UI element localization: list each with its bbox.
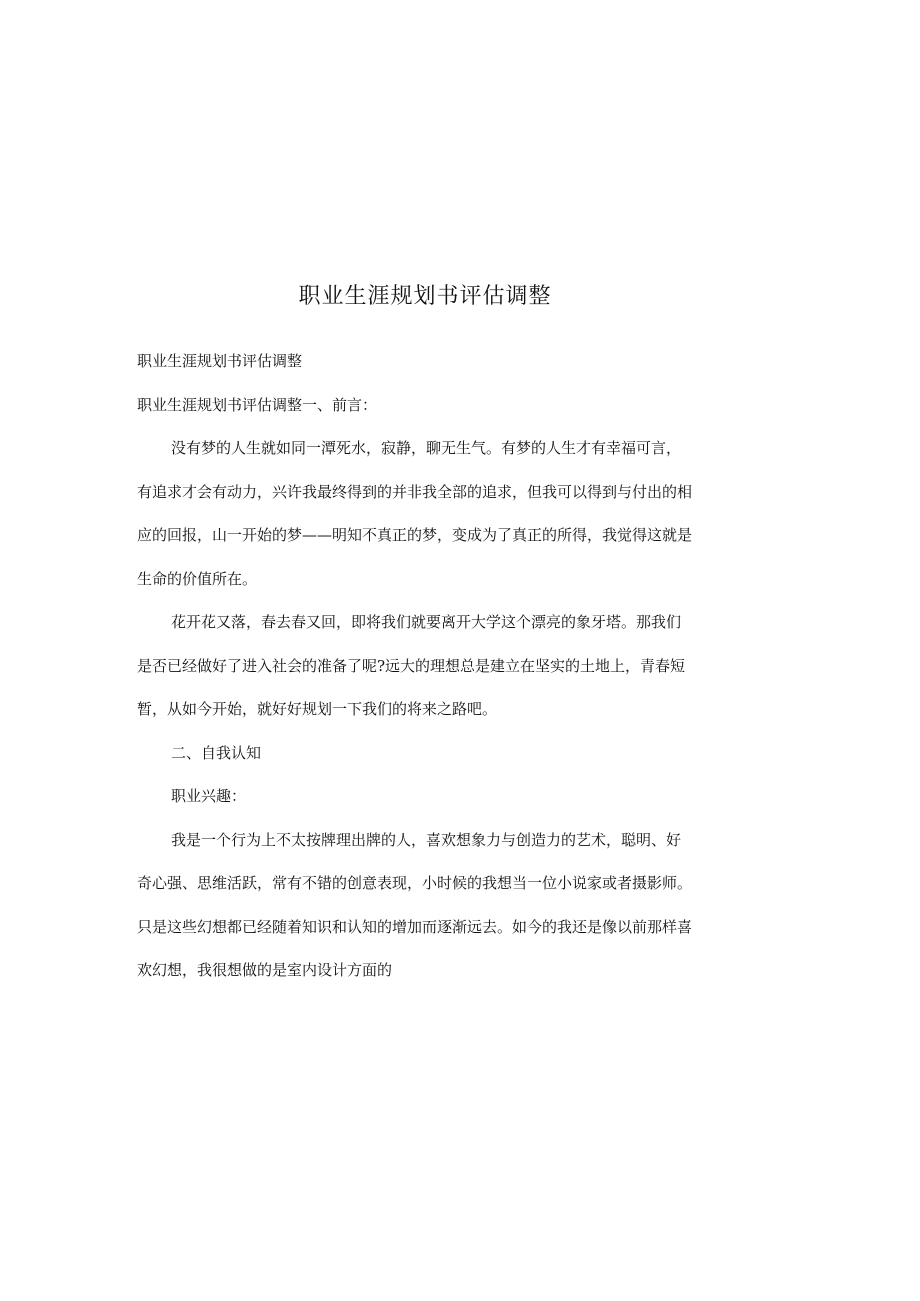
- body-line: 暂，从如今开始，就好好规划一下我们的将来之路吧。: [137, 700, 498, 718]
- document-body: [137, 340, 717, 993]
- body-line: 二、自我认知: [171, 743, 262, 762]
- body-line: 是否已经做好了进入社会的准备了呢?远大的理想总是建立在坚实的土地上，青春短: [137, 656, 686, 675]
- body-line: 花开花又落，春去春又回，即将我们就要离开大学这个漂亮的象牙塔。那我们: [171, 613, 682, 631]
- body-line: 职业生涯规划书评估调整: [137, 352, 303, 370]
- body-line: 奇心强、思维活跃，常有不错的创意表现，小时候的我想当一位小说家或者摄影师。: [137, 874, 693, 892]
- body-line: 只是这些幻想都已经随着知识和认知的增加而逐渐远去。如今的我还是像以前那样喜: [137, 917, 693, 936]
- body-line: 职业生涯规划书评估调整一、前言：: [137, 395, 378, 414]
- body-line: 没有梦的人生就如同一潭死水，寂静，聊无生气。有梦的人生才有幸福可言，: [171, 439, 682, 457]
- body-line: 有追求才会有动力，兴许我最终得到的并非我全部的追求，但我可以得到与付出的相: [137, 482, 693, 501]
- document-title: 职业生涯规划书评估调整: [298, 284, 552, 309]
- body-line: 欢幻想，我很想做的是室内设计方面的: [137, 961, 393, 979]
- body-line: 职业兴趣：: [171, 787, 247, 805]
- body-line: 应的回报，山一开始的梦——明知不真正的梦，变成为了真正的所得，我觉得这就是: [137, 526, 693, 544]
- body-line: 我是一个行为上不太按牌理出牌的人，喜欢想象力与创造力的艺术，聪明、好: [171, 830, 682, 849]
- body-line: 生命的价值所在。: [137, 569, 258, 588]
